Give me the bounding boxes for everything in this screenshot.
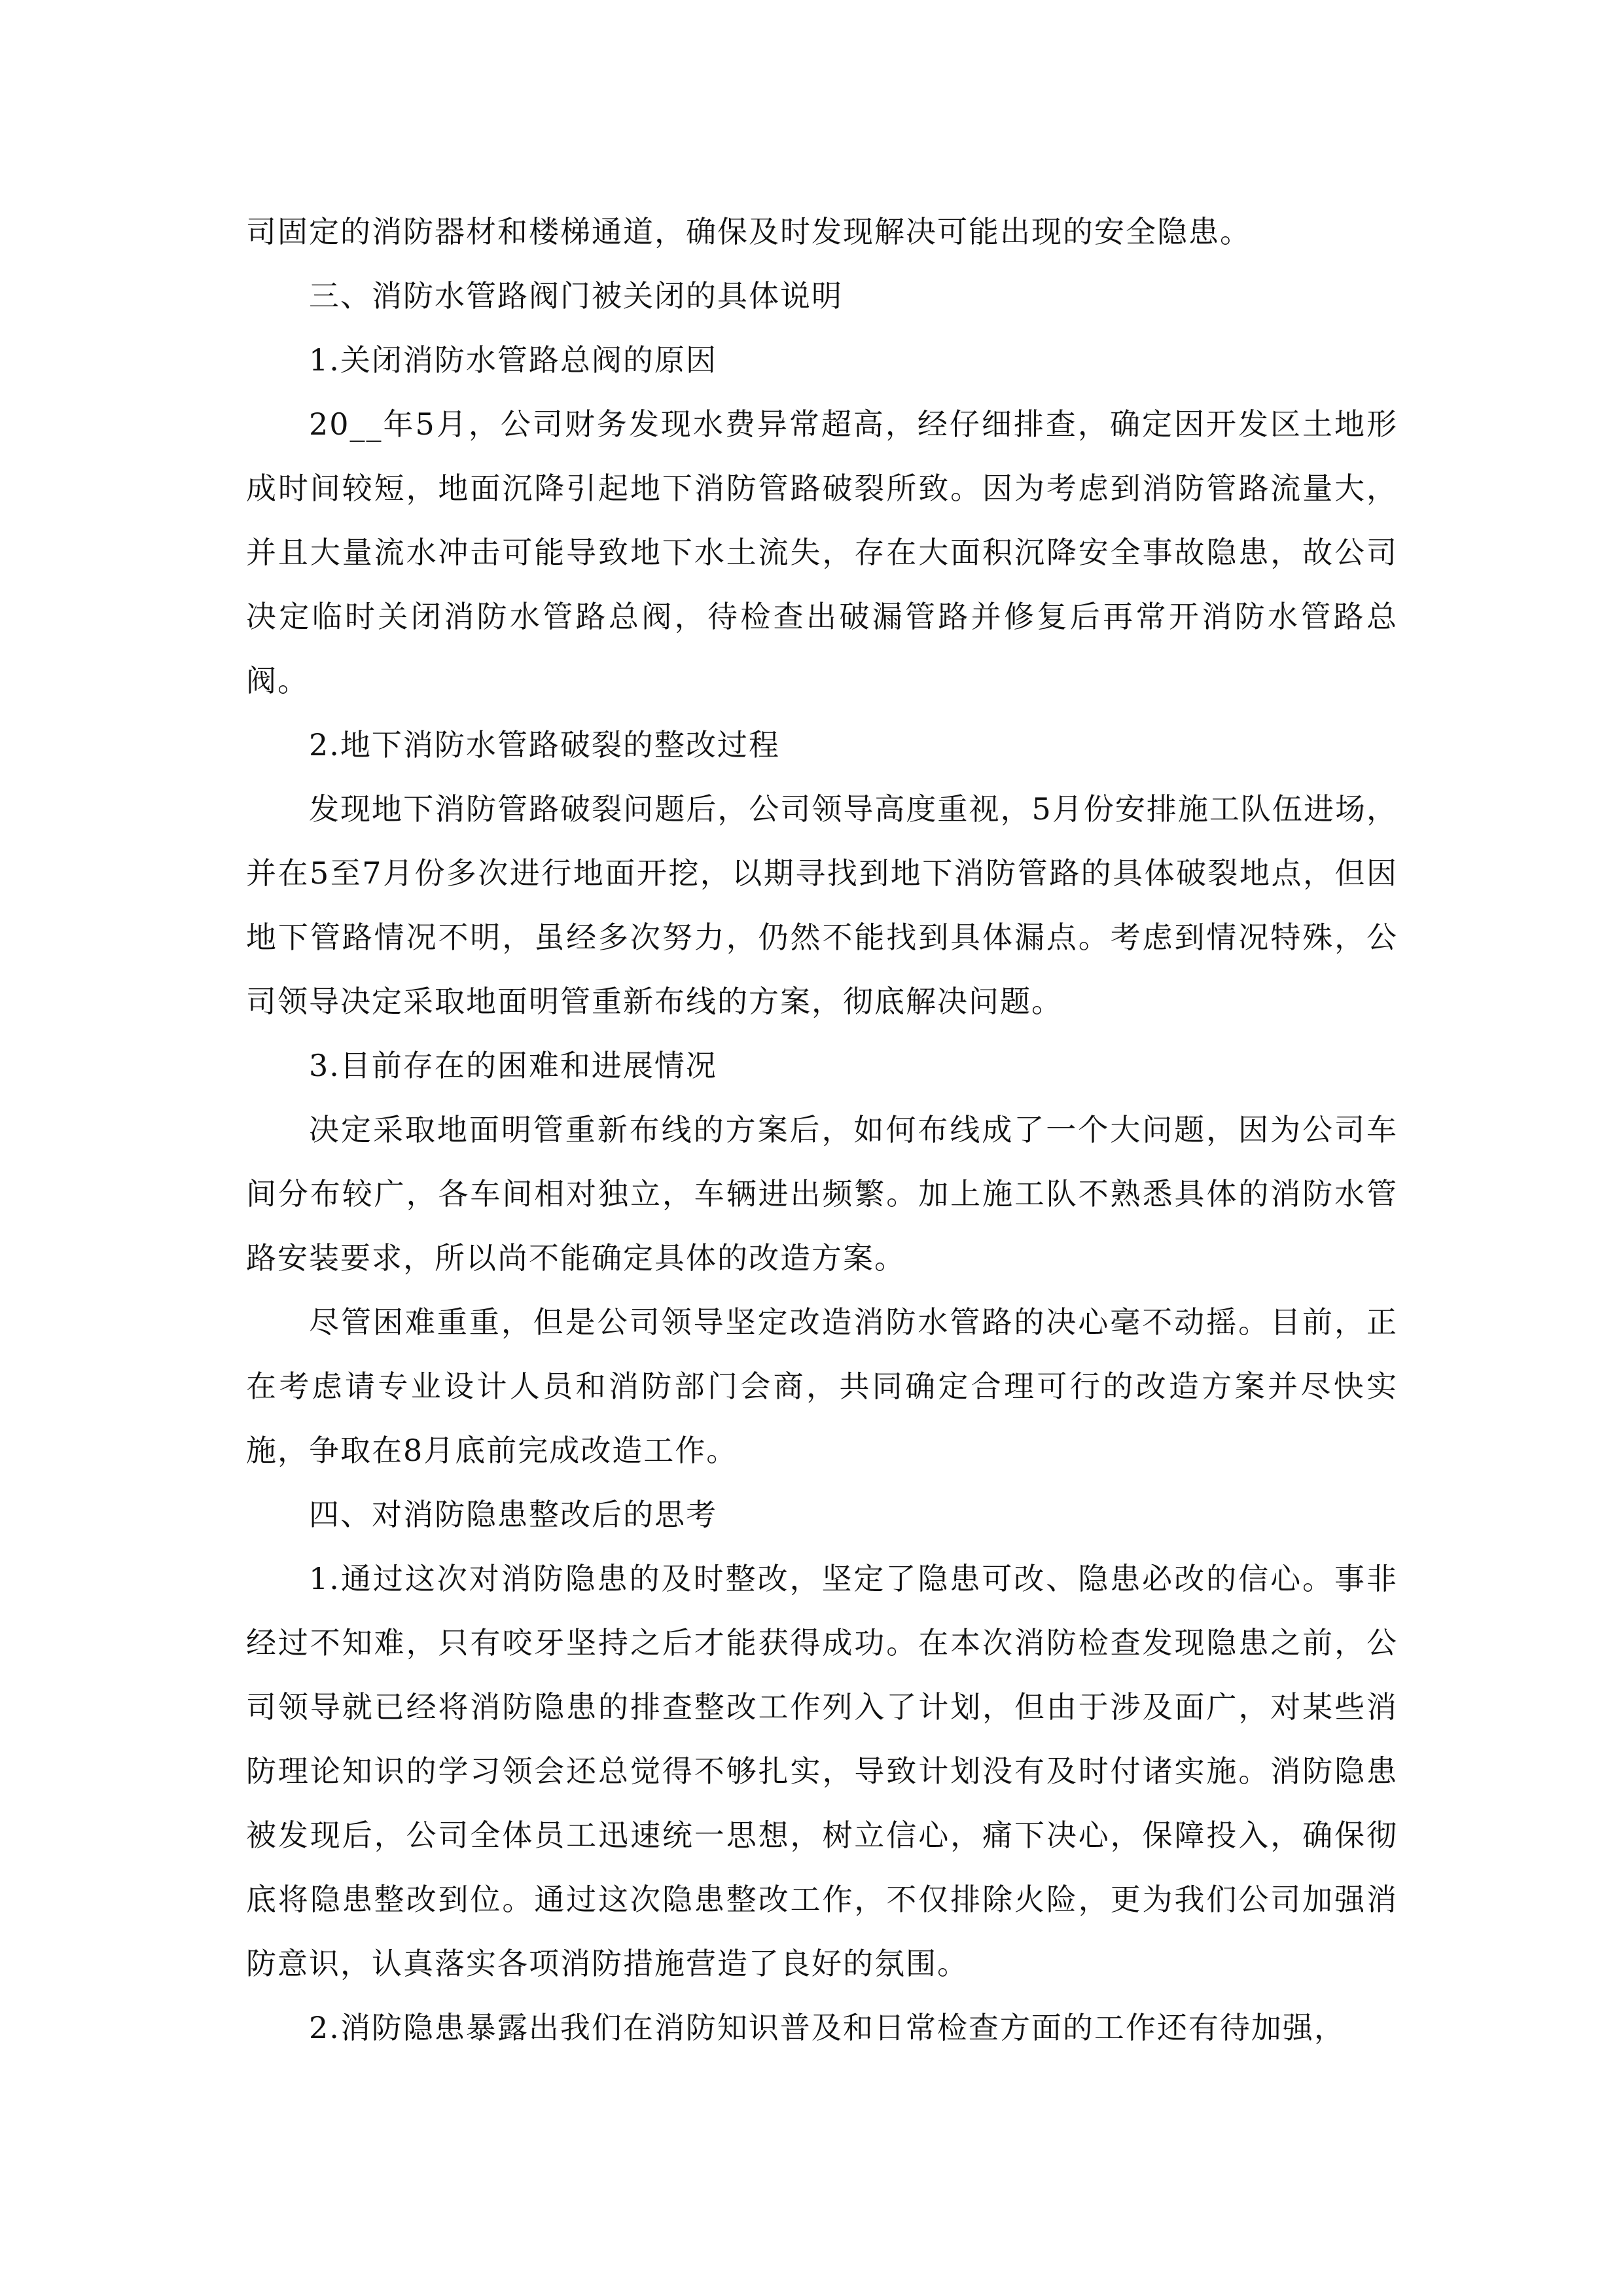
document-body xyxy=(246,200,1398,2060)
subheading-3-2: 2.地下消防水管路破裂的整改过程 xyxy=(309,727,780,762)
section-heading-4: 四、对消防隐患整改后的思考 xyxy=(309,1497,717,1532)
paragraph-continuation: 司固定的消防器材和楼梯通道，确保及时发现解决可能出现的安全隐患。 xyxy=(246,214,1251,249)
paragraph-3-2: 发现地下消防管路破裂问题后，公司领导高度重视，5月份安排施工队伍进场，并在5至7月份多次进行地面开挖，以期寻找到地下消防管路的具体破裂地点，但因地下管路情况不明，虽经多次努力，仍然不能找到具体漏点。考虑到情况特殊，公司领导决定采取地面明管重新布线的方案，彻底解决问题。 xyxy=(246,791,1398,1019)
subheading-3-3: 3.目前存在的困难和进展情况 xyxy=(309,1048,717,1083)
paragraph-3-3-b: 尽管困难重重，但是公司领导坚定改造消防水管路的决心毫不动摇。目前，正在考虑请专业设计人员和消防部门会商，共同确定合理可行的改造方案并尽快实施，争取在8月底前完成改造工作。 xyxy=(246,1304,1398,1468)
paragraph-4-1: 1.通过这次对消防隐患的及时整改，坚定了隐患可改、隐患必改的信心。事非经过不知难，只有咬牙坚持之后才能获得成功。在本次消防检查发现隐患之前，公司领导就已经将消防隐患的排查整改工作列入了计划，但由于涉及面广，对某些消防理论知识的学习领会还总觉得不够扎实，导致计划没有及时付诸实施。消防隐患被发现后，公司全体员工迅速统一思想，树立信心，痛下决心，保障投入，确保彻底将隐患整改到位。通过这次隐患整改工作，不仅排除火险，更为我们公司加强消防意识，认真落实各项消防措施营造了良好的氛围。 xyxy=(246,1561,1398,1981)
paragraph-4-2: 2.消防隐患暴露出我们在消防知识普及和日常检查方面的工作还有待加强， xyxy=(309,2010,1346,2045)
paragraph-3-3-a: 决定采取地面明管重新布线的方案后，如何布线成了一个大问题，因为公司车间分布较广，各车间相对独立，车辆进出频繁。加上施工队不熟悉具体的消防水管路安装要求，所以尚不能确定具体的改造方案。 xyxy=(246,1112,1398,1276)
paragraph-3-1: 20__年5月，公司财务发现水费异常超高，经仔细排查，确定因开发区土地形成时间较短，地面沉降引起地下消防管路破裂所致。因为考虑到消防管路流量大，并且大量流水冲击可能导致地下水土流失，存在大面积沉降安全事故隐患，故公司决定临时关闭消防水管路总阀，待检查出破漏管路并修复后再常开消防水管路总阀。 xyxy=(246,406,1398,698)
subheading-3-1: 1.关闭消防水管路总阀的原因 xyxy=(309,342,717,378)
section-heading-3: 三、消防水管路阀门被关闭的具体说明 xyxy=(309,278,843,314)
